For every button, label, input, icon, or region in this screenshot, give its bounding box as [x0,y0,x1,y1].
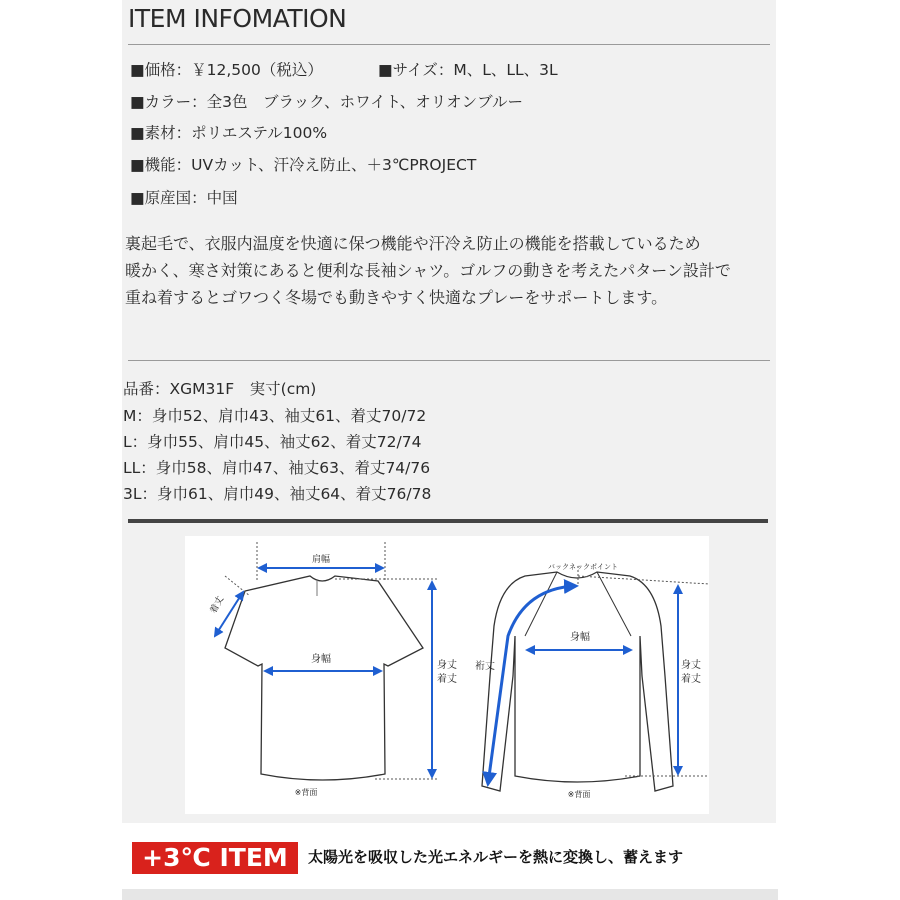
body-width-label: 身幅 [311,654,331,665]
size-row-m: M：身巾52、肩巾43、袖丈61、着丈70/72 [123,407,427,425]
feature-text: 太陽光を吸収した光エネルギーを熱に変換し、蓄えます [308,848,684,866]
measurement-diagram [185,536,709,814]
description-line: 重ね着するとゴワつく冬場でも動きやすく快適なプレーをサポートします。 [125,288,668,307]
length-label: 着丈 [681,674,701,685]
back-view-note: ※背面 [294,788,318,797]
sleeve-label: 着丈 [208,594,227,616]
back-view-note: ※背面 [567,790,591,799]
sleeve-length-label: 裄丈 [475,661,495,672]
back-neck-point-label: バックネックポイント [548,563,618,571]
description-line: 暖かく、寒さ対策にあると便利な長袖シャツ。ゴルフの動きを考えたパターン設計で [125,261,731,280]
size-row-l: L：身巾55、肩巾45、袖丈62、着丈72/74 [123,433,422,451]
measurement-diagram-svg [185,536,709,814]
length-label: 身丈 [681,660,701,671]
length-label: 身丈 [437,660,457,671]
longsleeve-outline [482,572,673,791]
plus3c-badge: +3℃ ITEM [132,842,298,874]
tshirt-outline [225,576,423,780]
length-label: 着丈 [437,674,457,685]
body-width-label: 身幅 [570,632,590,643]
tshirt-diagram [207,542,457,797]
size-row-3l: 3L：身巾61、肩巾49、袖丈64、着丈76/78 [123,485,432,503]
title-divider [128,44,770,45]
spec-function: ■機能：UVカット、汗冷え防止、＋3℃PROJECT [130,156,477,174]
description-line: 裏起毛で、衣服内温度を快適に保つ機能や汗冷え防止の機能を搭載しているため [125,234,701,253]
longsleeve-diagram [475,563,709,799]
description-divider [128,360,770,361]
spec-size: ■サイズ：M、L、LL、3L [378,61,558,79]
spec-color: ■カラー：全3色 ブラック、ホワイト、オリオンブルー [130,93,523,111]
size-row-ll: LL：身巾58、肩巾47、袖丈63、着丈74/76 [123,459,431,477]
spec-material: ■素材：ポリエステル100% [130,124,328,142]
size-header: 品番：XGM31F 実寸(cm) [123,380,317,398]
spec-origin: ■原産国：中国 [130,189,238,207]
shoulder-width-label: 肩幅 [311,555,331,565]
size-divider [128,519,768,523]
product-description [125,230,731,311]
spec-price: ■価格：￥12,500（税込） [130,61,323,79]
bottom-strip [122,889,778,900]
section-title: ITEM INFOMATION [128,4,347,33]
